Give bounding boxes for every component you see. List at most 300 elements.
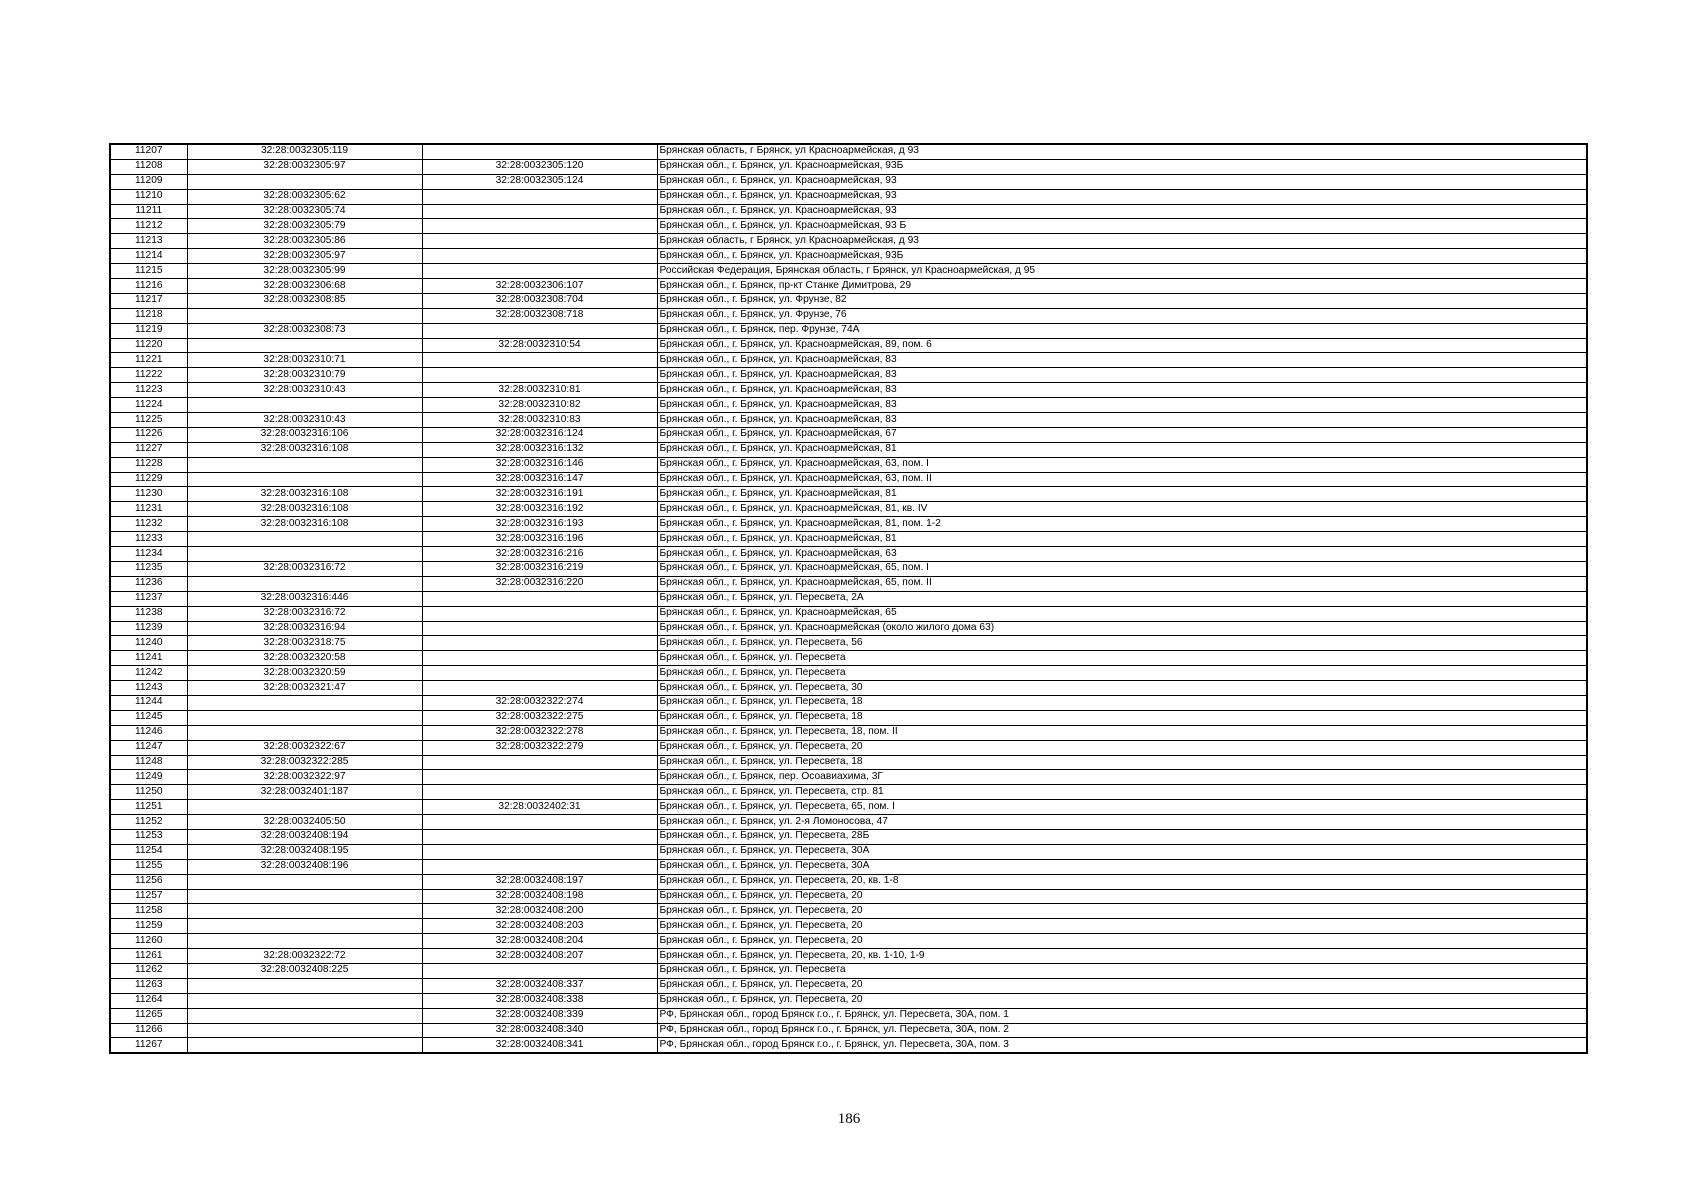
- address: Брянская обл., г. Брянск, ул. Пересвета, 30А: [657, 844, 1587, 859]
- table-row: [110, 770, 1587, 785]
- address: Брянская обл., г. Брянск, ул. Красноармейская, 81: [657, 487, 1587, 502]
- row-number: 11267: [110, 1038, 187, 1053]
- parcel-number: 32:28:0032321:47: [187, 681, 422, 696]
- address: РФ, Брянская обл., город Брянск г.о., г. Брянск, ул. Пересвета, 30А, пом. 3: [657, 1038, 1587, 1053]
- parcel-number: [187, 889, 422, 904]
- parcel-number: 32:28:0032322:285: [187, 755, 422, 770]
- cadastral-table-body: [110, 144, 1587, 1053]
- parcel-number: [187, 978, 422, 993]
- row-number: 11208: [110, 159, 187, 174]
- object-number: 32:28:0032408:204: [422, 934, 657, 949]
- table-row: [110, 681, 1587, 696]
- row-number: 11223: [110, 383, 187, 398]
- table-row: [110, 859, 1587, 874]
- object-number: 32:28:0032322:274: [422, 695, 657, 710]
- parcel-number: [187, 1038, 422, 1053]
- object-number: [422, 651, 657, 666]
- row-number: 11252: [110, 815, 187, 830]
- object-number: 32:28:0032316:147: [422, 472, 657, 487]
- table-row: [110, 591, 1587, 606]
- table-row: [110, 740, 1587, 755]
- object-number: [422, 591, 657, 606]
- row-number: 11247: [110, 740, 187, 755]
- row-number: 11255: [110, 859, 187, 874]
- object-number: 32:28:0032316:146: [422, 457, 657, 472]
- table-row: [110, 978, 1587, 993]
- object-number: 32:28:0032310:82: [422, 398, 657, 413]
- parcel-number: 32:28:0032310:43: [187, 383, 422, 398]
- object-number: [422, 859, 657, 874]
- row-number: 11241: [110, 651, 187, 666]
- parcel-number: 32:28:0032408:196: [187, 859, 422, 874]
- table-row: [110, 279, 1587, 294]
- address: Брянская обл., г. Брянск, ул. Пересвета, 20: [657, 889, 1587, 904]
- table-row: [110, 502, 1587, 517]
- address: Брянская обл., г. Брянск, ул. Красноармейская, 83: [657, 398, 1587, 413]
- parcel-number: 32:28:0032308:73: [187, 323, 422, 338]
- object-number: 32:28:0032408:337: [422, 978, 657, 993]
- address: Брянская область, г Брянск, ул Красноармейская, д 93: [657, 234, 1587, 249]
- parcel-number: 32:28:0032310:79: [187, 368, 422, 383]
- object-number: 32:28:0032322:279: [422, 740, 657, 755]
- table-row: [110, 442, 1587, 457]
- cadastral-table: [109, 143, 1588, 1054]
- object-number: [422, 770, 657, 785]
- table-row: [110, 651, 1587, 666]
- address: Брянская обл., г. Брянск, ул. Пересвета, 2А: [657, 591, 1587, 606]
- table-row: [110, 174, 1587, 189]
- table-row: [110, 949, 1587, 964]
- parcel-number: 32:28:0032305:62: [187, 189, 422, 204]
- table-row: [110, 427, 1587, 442]
- object-number: 32:28:0032322:278: [422, 725, 657, 740]
- table-row: [110, 815, 1587, 830]
- row-number: 11218: [110, 308, 187, 323]
- row-number: 11243: [110, 681, 187, 696]
- parcel-number: [187, 725, 422, 740]
- parcel-number: 32:28:0032316:108: [187, 487, 422, 502]
- table-row: [110, 636, 1587, 651]
- address: Брянская обл., г. Брянск, ул. Красноармейская, 63: [657, 547, 1587, 562]
- parcel-number: 32:28:0032305:74: [187, 204, 422, 219]
- parcel-number: [187, 338, 422, 353]
- parcel-number: [187, 904, 422, 919]
- parcel-number: 32:28:0032408:194: [187, 829, 422, 844]
- table-row: [110, 710, 1587, 725]
- row-number: 11259: [110, 919, 187, 934]
- row-number: 11248: [110, 755, 187, 770]
- row-number: 11229: [110, 472, 187, 487]
- object-number: 32:28:0032408:200: [422, 904, 657, 919]
- row-number: 11210: [110, 189, 187, 204]
- row-number: 11246: [110, 725, 187, 740]
- parcel-number: 32:28:0032320:59: [187, 666, 422, 681]
- table-row: [110, 666, 1587, 681]
- object-number: 32:28:0032322:275: [422, 710, 657, 725]
- address: Российская Федерация, Брянская область, г Брянск, ул Красноармейская, д 95: [657, 264, 1587, 279]
- address: Брянская обл., г. Брянск, ул. Красноармейская, 93: [657, 189, 1587, 204]
- parcel-number: [187, 1008, 422, 1023]
- row-number: 11237: [110, 591, 187, 606]
- address: Брянская обл., г. Брянск, ул. Красноармейская, 93: [657, 174, 1587, 189]
- table-row: [110, 874, 1587, 889]
- table-row: [110, 487, 1587, 502]
- table-row: [110, 1023, 1587, 1038]
- table-row: [110, 576, 1587, 591]
- table-row: [110, 293, 1587, 308]
- page-number: 186: [837, 1111, 861, 1127]
- address: Брянская обл., г. Брянск, ул. Красноармейская, 63, пом. I: [657, 457, 1587, 472]
- parcel-number: 32:28:0032308:85: [187, 293, 422, 308]
- address: Брянская обл., г. Брянск, ул. Красноармейская, 93Б: [657, 159, 1587, 174]
- object-number: 32:28:0032316:132: [422, 442, 657, 457]
- parcel-number: 32:28:0032322:72: [187, 949, 422, 964]
- table-row: [110, 889, 1587, 904]
- address: Брянская обл., г. Брянск, ул. Красноармейская, 93Б: [657, 249, 1587, 264]
- address: Брянская обл., г. Брянск, пр-кт Станке Димитрова, 29: [657, 279, 1587, 294]
- object-number: [422, 963, 657, 978]
- row-number: 11266: [110, 1023, 187, 1038]
- parcel-number: [187, 472, 422, 487]
- address: Брянская обл., г. Брянск, ул. Пересвета: [657, 666, 1587, 681]
- address: Брянская обл., г. Брянск, ул. Красноармейская, 83: [657, 368, 1587, 383]
- object-number: 32:28:0032308:704: [422, 293, 657, 308]
- parcel-number: 32:28:0032305:99: [187, 264, 422, 279]
- address: Брянская обл., г. Брянск, ул. Красноармейская, 63, пом. II: [657, 472, 1587, 487]
- object-number: 32:28:0032310:54: [422, 338, 657, 353]
- table-row: [110, 204, 1587, 219]
- object-number: 32:28:0032316:192: [422, 502, 657, 517]
- table-row: [110, 844, 1587, 859]
- object-number: 32:28:0032308:718: [422, 308, 657, 323]
- row-number: 11231: [110, 502, 187, 517]
- parcel-number: 32:28:0032408:195: [187, 844, 422, 859]
- parcel-number: 32:28:0032316:72: [187, 561, 422, 576]
- row-number: 11244: [110, 695, 187, 710]
- parcel-number: 32:28:0032322:97: [187, 770, 422, 785]
- row-number: 11263: [110, 978, 187, 993]
- address: РФ, Брянская обл., город Брянск г.о., г. Брянск, ул. Пересвета, 30А, пом. 1: [657, 1008, 1587, 1023]
- row-number: 11250: [110, 785, 187, 800]
- row-number: 11238: [110, 606, 187, 621]
- address: Брянская обл., г. Брянск, ул. Красноармейская, 81, кв. IV: [657, 502, 1587, 517]
- row-number: 11207: [110, 144, 187, 159]
- row-number: 11242: [110, 666, 187, 681]
- row-number: 11221: [110, 353, 187, 368]
- object-number: 32:28:0032316:220: [422, 576, 657, 591]
- object-number: 32:28:0032310:81: [422, 383, 657, 398]
- row-number: 11216: [110, 279, 187, 294]
- object-number: 32:28:0032305:120: [422, 159, 657, 174]
- row-number: 11239: [110, 621, 187, 636]
- row-number: 11256: [110, 874, 187, 889]
- address: Брянская обл., г. Брянск, ул. Красноармейская, 81: [657, 442, 1587, 457]
- object-number: 32:28:0032316:196: [422, 532, 657, 547]
- table-row: [110, 725, 1587, 740]
- table-row: [110, 323, 1587, 338]
- table-row: [110, 472, 1587, 487]
- address: Брянская обл., г. Брянск, ул. Красноармейская, 81, пом. 1-2: [657, 517, 1587, 532]
- parcel-number: [187, 710, 422, 725]
- object-number: [422, 189, 657, 204]
- object-number: 32:28:0032408:207: [422, 949, 657, 964]
- row-number: 11265: [110, 1008, 187, 1023]
- row-number: 11215: [110, 264, 187, 279]
- parcel-number: 32:28:0032310:43: [187, 413, 422, 428]
- table-row: [110, 353, 1587, 368]
- parcel-number: [187, 174, 422, 189]
- parcel-number: 32:28:0032316:108: [187, 442, 422, 457]
- object-number: [422, 829, 657, 844]
- table-row: [110, 547, 1587, 562]
- address: Брянская обл., г. Брянск, ул. Красноармейская, 65: [657, 606, 1587, 621]
- object-number: 32:28:0032408:338: [422, 993, 657, 1008]
- parcel-number: 32:28:0032316:106: [187, 427, 422, 442]
- row-number: 11212: [110, 219, 187, 234]
- table-row: [110, 904, 1587, 919]
- parcel-number: [187, 532, 422, 547]
- object-number: 32:28:0032408:203: [422, 919, 657, 934]
- parcel-number: 32:28:0032408:225: [187, 963, 422, 978]
- parcel-number: 32:28:0032316:108: [187, 517, 422, 532]
- table-row: [110, 785, 1587, 800]
- row-number: 11234: [110, 547, 187, 562]
- object-number: [422, 353, 657, 368]
- parcel-number: 32:28:0032310:71: [187, 353, 422, 368]
- table-row: [110, 963, 1587, 978]
- address: Брянская обл., г. Брянск, ул. Пересвета, 18: [657, 710, 1587, 725]
- row-number: 11261: [110, 949, 187, 964]
- row-number: 11222: [110, 368, 187, 383]
- address: Брянская обл., г. Брянск, ул. Красноармейская, 83: [657, 383, 1587, 398]
- row-number: 11214: [110, 249, 187, 264]
- object-number: 32:28:0032310:83: [422, 413, 657, 428]
- parcel-number: 32:28:0032316:94: [187, 621, 422, 636]
- parcel-number: [187, 576, 422, 591]
- object-number: 32:28:0032316:191: [422, 487, 657, 502]
- address: Брянская обл., г. Брянск, ул. Пересвета, 20: [657, 904, 1587, 919]
- table-row: [110, 829, 1587, 844]
- address: Брянская обл., г. Брянск, ул. Пересвета, 20: [657, 993, 1587, 1008]
- parcel-number: [187, 800, 422, 815]
- parcel-number: [187, 919, 422, 934]
- address: Брянская обл., г. Брянск, ул. Пересвета, 18: [657, 755, 1587, 770]
- object-number: 32:28:0032316:219: [422, 561, 657, 576]
- parcel-number: 32:28:0032316:108: [187, 502, 422, 517]
- address: Брянская обл., г. Брянск, ул. Красноармейская, 81: [657, 532, 1587, 547]
- table-row: [110, 234, 1587, 249]
- object-number: 32:28:0032316:124: [422, 427, 657, 442]
- table-row: [110, 338, 1587, 353]
- table-row: [110, 249, 1587, 264]
- table-row: [110, 695, 1587, 710]
- row-number: 11254: [110, 844, 187, 859]
- address: Брянская обл., г. Брянск, ул. Красноармейская, 93 Б: [657, 219, 1587, 234]
- address: Брянская обл., г. Брянск, ул. Красноармейская, 67: [657, 427, 1587, 442]
- parcel-number: 32:28:0032318:75: [187, 636, 422, 651]
- address: Брянская обл., г. Брянск, ул. Красноармейская, 65, пом. II: [657, 576, 1587, 591]
- address: Брянская обл., г. Брянск, ул. Пересвета, 20, кв. 1-10, 1-9: [657, 949, 1587, 964]
- row-number: 11225: [110, 413, 187, 428]
- table-row: [110, 383, 1587, 398]
- row-number: 11260: [110, 934, 187, 949]
- row-number: 11245: [110, 710, 187, 725]
- address: Брянская обл., г. Брянск, ул. Фрунзе, 82: [657, 293, 1587, 308]
- object-number: [422, 606, 657, 621]
- row-number: 11235: [110, 561, 187, 576]
- table-row: [110, 398, 1587, 413]
- row-number: 11217: [110, 293, 187, 308]
- parcel-number: 32:28:0032305:86: [187, 234, 422, 249]
- object-number: [422, 264, 657, 279]
- row-number: 11219: [110, 323, 187, 338]
- table-row: [110, 144, 1587, 159]
- table-row: [110, 993, 1587, 1008]
- address: Брянская обл., г. Брянск, ул. 2-я Ломоносова, 47: [657, 815, 1587, 830]
- object-number: [422, 815, 657, 830]
- object-number: [422, 234, 657, 249]
- row-number: 11253: [110, 829, 187, 844]
- address: Брянская обл., г. Брянск, ул. Пересвета, 20: [657, 978, 1587, 993]
- table-row: [110, 219, 1587, 234]
- parcel-number: 32:28:0032306:68: [187, 279, 422, 294]
- row-number: 11227: [110, 442, 187, 457]
- row-number: 11226: [110, 427, 187, 442]
- object-number: [422, 755, 657, 770]
- table-row: [110, 189, 1587, 204]
- table-row: [110, 919, 1587, 934]
- row-number: 11213: [110, 234, 187, 249]
- object-number: 32:28:0032306:107: [422, 279, 657, 294]
- parcel-number: [187, 457, 422, 472]
- address: Брянская обл., г. Брянск, ул. Пересвета, 30А: [657, 859, 1587, 874]
- parcel-number: [187, 993, 422, 1008]
- row-number: 11258: [110, 904, 187, 919]
- object-number: [422, 785, 657, 800]
- address: Брянская обл., г. Брянск, ул. Красноармейская, 89, пом. 6: [657, 338, 1587, 353]
- row-number: 11228: [110, 457, 187, 472]
- object-number: [422, 636, 657, 651]
- address: Брянская область, г Брянск, ул Красноармейская, д 93: [657, 144, 1587, 159]
- address: Брянская обл., г. Брянск, ул. Пересвета, 20, кв. 1-8: [657, 874, 1587, 889]
- object-number: 32:28:0032305:124: [422, 174, 657, 189]
- address: Брянская обл., г. Брянск, ул. Пересвета, 65, пом. I: [657, 800, 1587, 815]
- address: Брянская обл., г. Брянск, ул. Пересвета: [657, 651, 1587, 666]
- address: Брянская обл., г. Брянск, ул. Пересвета, стр. 81: [657, 785, 1587, 800]
- object-number: [422, 621, 657, 636]
- row-number: 11257: [110, 889, 187, 904]
- address: Брянская обл., г. Брянск, ул. Красноармейская, 83: [657, 413, 1587, 428]
- parcel-number: 32:28:0032316:446: [187, 591, 422, 606]
- object-number: [422, 844, 657, 859]
- table-row: [110, 1008, 1587, 1023]
- object-number: [422, 144, 657, 159]
- parcel-number: 32:28:0032305:97: [187, 249, 422, 264]
- object-number: 32:28:0032408:341: [422, 1038, 657, 1053]
- address: РФ, Брянская обл., город Брянск г.о., г. Брянск, ул. Пересвета, 30А, пом. 2: [657, 1023, 1587, 1038]
- row-number: 11209: [110, 174, 187, 189]
- object-number: [422, 666, 657, 681]
- table-row: [110, 561, 1587, 576]
- parcel-number: 32:28:0032305:79: [187, 219, 422, 234]
- address: Брянская обл., г. Брянск, ул. Пересвета: [657, 963, 1587, 978]
- table-row: [110, 368, 1587, 383]
- table-row: [110, 532, 1587, 547]
- table-row: [110, 308, 1587, 323]
- parcel-number: 32:28:0032405:50: [187, 815, 422, 830]
- parcel-number: [187, 874, 422, 889]
- row-number: 11236: [110, 576, 187, 591]
- row-number: 11233: [110, 532, 187, 547]
- row-number: 11230: [110, 487, 187, 502]
- address: Брянская обл., г. Брянск, ул. Пересвета, 18, пом. II: [657, 725, 1587, 740]
- table-row: [110, 517, 1587, 532]
- row-number: 11220: [110, 338, 187, 353]
- address: Брянская обл., г. Брянск, ул. Фрунзе, 76: [657, 308, 1587, 323]
- table-row: [110, 934, 1587, 949]
- row-number: 11240: [110, 636, 187, 651]
- parcel-number: [187, 1023, 422, 1038]
- table-row: [110, 755, 1587, 770]
- address: Брянская обл., г. Брянск, пер. Фрунзе, 74А: [657, 323, 1587, 338]
- object-number: [422, 681, 657, 696]
- address: Брянская обл., г. Брянск, пер. Осоавиахима, 3Г: [657, 770, 1587, 785]
- address: Брянская обл., г. Брянск, ул. Красноармейская, 83: [657, 353, 1587, 368]
- address: Брянская обл., г. Брянск, ул. Красноармейская (около жилого дома 63): [657, 621, 1587, 636]
- object-number: 32:28:0032316:216: [422, 547, 657, 562]
- table-row: [110, 800, 1587, 815]
- object-number: 32:28:0032408:339: [422, 1008, 657, 1023]
- address: Брянская обл., г. Брянск, ул. Пересвета, 30: [657, 681, 1587, 696]
- row-number: 11264: [110, 993, 187, 1008]
- object-number: 32:28:0032316:193: [422, 517, 657, 532]
- parcel-number: 32:28:0032305:97: [187, 159, 422, 174]
- table-row: [110, 159, 1587, 174]
- table-row: [110, 621, 1587, 636]
- object-number: [422, 249, 657, 264]
- object-number: [422, 204, 657, 219]
- parcel-number: 32:28:0032401:187: [187, 785, 422, 800]
- object-number: 32:28:0032402:31: [422, 800, 657, 815]
- object-number: 32:28:0032408:340: [422, 1023, 657, 1038]
- object-number: 32:28:0032408:197: [422, 874, 657, 889]
- parcel-number: 32:28:0032316:72: [187, 606, 422, 621]
- object-number: [422, 219, 657, 234]
- address: Брянская обл., г. Брянск, ул. Пересвета, 18: [657, 695, 1587, 710]
- address: Брянская обл., г. Брянск, ул. Красноармейская, 65, пом. I: [657, 561, 1587, 576]
- address: Брянская обл., г. Брянск, ул. Пересвета, 56: [657, 636, 1587, 651]
- row-number: 11224: [110, 398, 187, 413]
- table-row: [110, 264, 1587, 279]
- parcel-number: [187, 934, 422, 949]
- object-number: 32:28:0032408:198: [422, 889, 657, 904]
- table-row: [110, 413, 1587, 428]
- address: Брянская обл., г. Брянск, ул. Красноармейская, 93: [657, 204, 1587, 219]
- row-number: 11232: [110, 517, 187, 532]
- table-row: [110, 606, 1587, 621]
- parcel-number: [187, 547, 422, 562]
- parcel-number: [187, 398, 422, 413]
- address: Брянская обл., г. Брянск, ул. Пересвета, 20: [657, 934, 1587, 949]
- table-row: [110, 457, 1587, 472]
- parcel-number: 32:28:0032305:119: [187, 144, 422, 159]
- parcel-number: 32:28:0032320:58: [187, 651, 422, 666]
- address: Брянская обл., г. Брянск, ул. Пересвета, 20: [657, 740, 1587, 755]
- table-row: [110, 1038, 1587, 1053]
- address: Брянская обл., г. Брянск, ул. Пересвета, 20: [657, 919, 1587, 934]
- row-number: 11249: [110, 770, 187, 785]
- row-number: 11251: [110, 800, 187, 815]
